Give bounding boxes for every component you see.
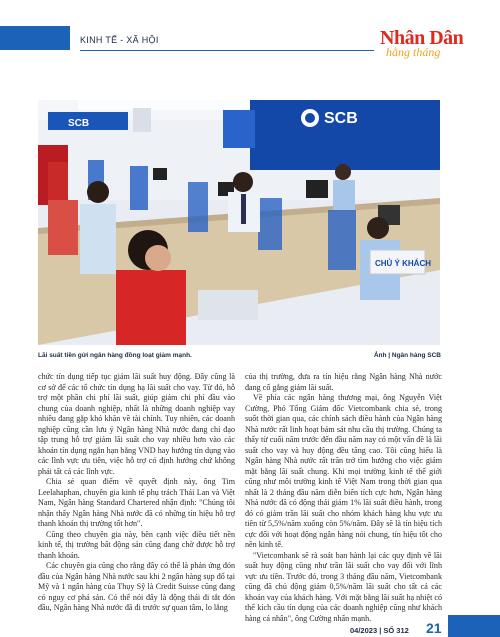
paragraph: chức tín dụng tiếp tục giảm lãi suất huy động. Đây cũng là cơ sở để các tổ chức tín dụng hạ lãi suất cho vay. Từ đó, hỗ trợ một phần chi phí lãi suất, giúp giảm chi phí đầu vào chung của doanh nghiệp, nhất là những doanh nghiệp vay nhiều đang gặp khó khăn về tài chính. Tuy nhiên, các doanh nghiệp cũng cần lưu ý Ngân hàng Nhà nước đang chỉ đạo tập trung hỗ trợ giảm lãi suất cho vay nhiều hơn vào các khoản tín dụng ngắn hạn bằng VND hay hướng tín dụng vào các lĩnh vực ưu tiên, việc hỗ trợ có định hướng chứ không phải tất cả các lĩnh vực. [38, 372, 235, 476]
bank-logo-text: SCB [324, 110, 358, 127]
paragraph: Về phía các ngân hàng thương mại, ông Nguyễn Việt Cường, Phó Tổng Giám đốc Vietcombank chia sẻ, trong suốt thời gian qua, các chính sách điều hành của Ngân hàng Nhà nước rất linh hoạt bám sát nhu cầu thị trường. Chúng ta thấy từ cuối năm trước đến đầu năm nay có một vấn đề là lãi suất cho vay và huy động đều tăng cao. Tôi cũng hiểu là Ngân hàng Nhà nước rất trăn trở tìm hướng cho việc giảm mặt bằng lãi suất chung. Khi mọi trường kinh tế thế giới cũng như môi trường kinh tế Việt Nam trong thời gian qua nhất là 2 tháng đầu năm diễn biến tích cực hơn, Ngân hàng Nhà nước đã có động thái giảm 1% lãi suất điều hành, trong đó có giảm trần lãi suất cho nhóm khách hàng khu vực ưu tiên từ 5,5%/năm xuống còn 5%/năm. Đây sẽ là tín hiệu tích cực đối với hoạt động ngân hàng nói chung, tín hiệu tốt cho nền kinh tế. [245, 393, 442, 549]
paragraph: Chia sẻ quan điểm về quyết định này, ông Tim Leelahaphan, chuyên gia kinh tế phụ trách Thái Lan và Việt Nam, Ngân hàng Standard Chartered nhận định: "Chúng tôi nhận thấy Ngân hàng Nhà nước đã có những tín hiệu hỗ trợ thanh khoản thị trường tốt hơn". [38, 477, 235, 528]
paragraph: của thị trường, đưa ra tín hiệu rằng Ngân hàng Nhà nước đang cố gắng giảm lãi suất. [245, 372, 442, 392]
article-column-left [38, 372, 235, 614]
article-column-right [245, 372, 442, 624]
issue-info: 04/2023 | SỐ 312 [350, 626, 409, 635]
paragraph: "Vietcombank sẽ rà soát ban hành lại các quy định về lãi suất huy động cũng như trần lãi suất cho vay đối với lĩnh vực ưu tiên. Trước đó, trong 3 tháng đầu năm, Vietcombank cũng đã chủ động giảm 0,5%/năm lãi suất cho tất cả các khoản vay của khách hàng. Với mặt bằng lãi suất hạ nhiệt có thể kích cầu tín dụng của các doanh nghiệp cũng như khách hàng cá nhân", ông Cường nhấn mạnh. [245, 550, 442, 623]
booth-label-text: CHỦ Ý KHÁCH [375, 259, 431, 268]
page-number: 21 [426, 620, 442, 636]
header-rule [80, 50, 374, 51]
section-title: KINH TẾ - XÃ HỘI [80, 35, 159, 45]
publication-logo [380, 28, 488, 58]
header-accent-bar [0, 26, 70, 50]
paragraph: Cũng theo chuyên gia này, bên cạnh việc điều tiết nền kinh tế, thị trường bất động sản cũng đang chờ được hỗ trợ thanh khoản. [38, 529, 235, 560]
paragraph: Các chuyên gia cũng cho rằng đây có thể là phản ứng đón đầu của Ngân hàng Nhà nước sau khi 2 ngân hàng sụp đổ tại Mỹ và 1 ngân hàng của Thụy Sỹ là Credit Suisse cũng đang có nguy cơ phá sản. Có thể nói đây là động thái đi tắt đón đầu, Ngân hàng Nhà nước đã đi trước sự quan tâm, lo lắng [38, 561, 235, 612]
svg-text:SCB: SCB [68, 118, 90, 129]
footer-accent-bar [448, 615, 500, 637]
photo-caption: Lãi suất tiền gửi ngân hàng đồng loạt giảm mạnh. [38, 352, 192, 359]
logo-main-text: Nhân Dân [380, 27, 464, 49]
bank-office-photo [38, 100, 440, 345]
photo-credit: Ảnh | Ngân hàng SCB [373, 352, 441, 359]
logo-sub-text: hằng tháng [386, 45, 441, 59]
